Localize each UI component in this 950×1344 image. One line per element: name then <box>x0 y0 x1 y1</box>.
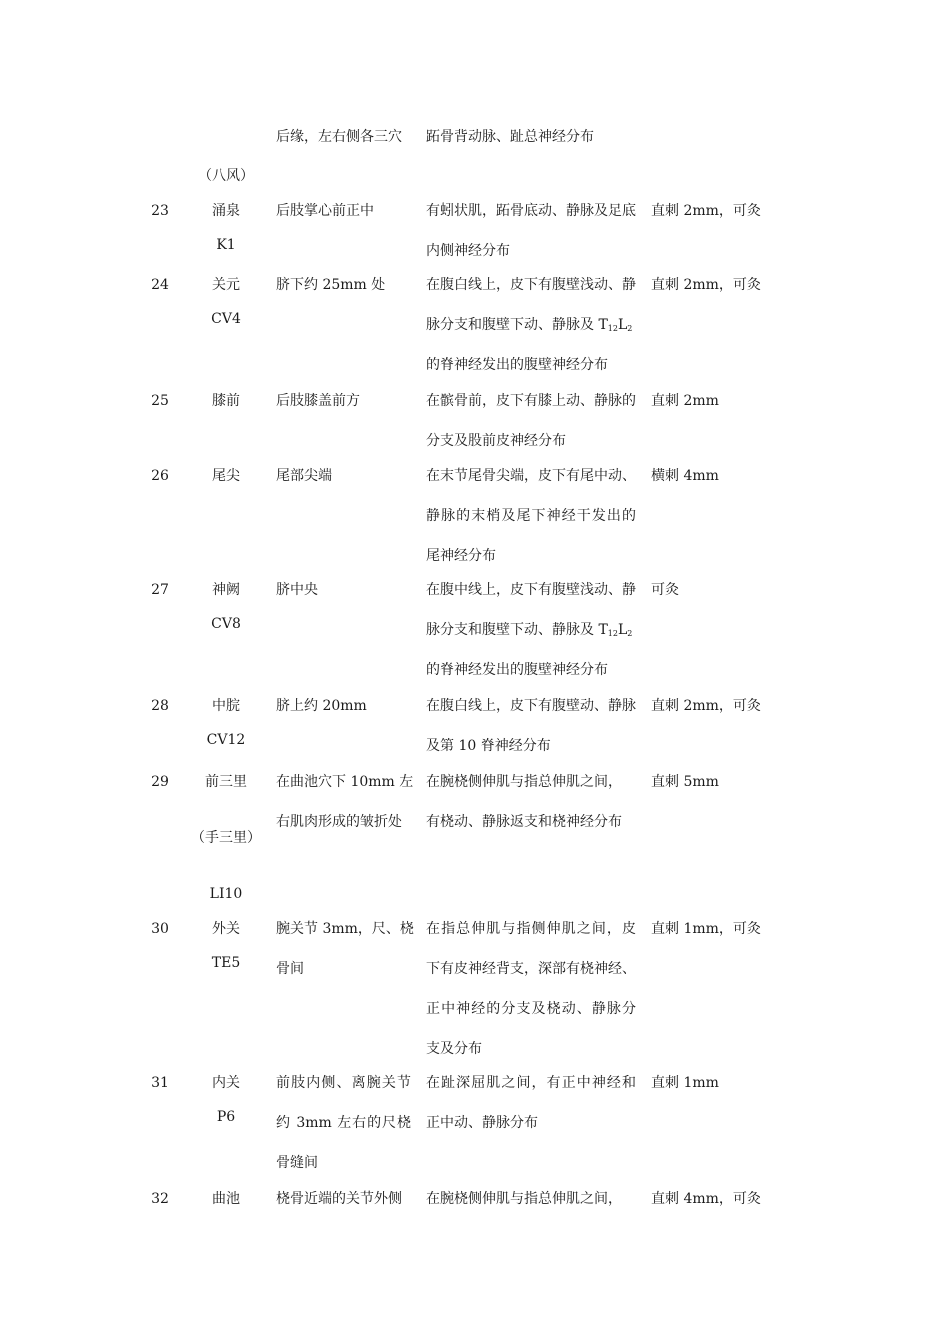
anatomy-text: 有桡动、静脉返支和桡神经分布 <box>426 814 622 830</box>
acupoint-name: 外关 <box>212 921 240 937</box>
row-number: 27 <box>151 582 169 598</box>
location-text: 骨缝间 <box>276 1155 318 1171</box>
anatomy-text: 正中动、静脉分布 <box>426 1115 538 1131</box>
acupoint-name: 关元 <box>212 277 240 293</box>
location-text: 后缘，左右侧各三穴 <box>276 129 402 145</box>
acupoint-name: 尾尖 <box>212 468 240 484</box>
anatomy-text: 在腹白线上，皮下有腹壁浅动、静 <box>426 277 636 293</box>
method-text: 直刺 4mm，可灸 <box>651 1191 761 1207</box>
anatomy-text: 正中神经的分支及桡动、静脉分 <box>426 1001 636 1017</box>
anatomy-text: 的脊神经发出的腹壁神经分布 <box>426 357 608 373</box>
anatomy-text: 静脉的末梢及尾下神经干发出的 <box>426 508 636 524</box>
method-text: 直刺 5mm <box>651 774 719 790</box>
method-text: 直刺 2mm，可灸 <box>651 277 761 293</box>
anatomy-text: 脉分支和腹壁下动、静脉及 $T_{12}L_2$ <box>426 317 633 333</box>
acupoint-code: CV8 <box>211 616 241 632</box>
location-text: 腕关节 3mm，尺、桡 <box>276 921 414 937</box>
acupoint-code: LI10 <box>209 886 243 902</box>
location-text: 后肢掌心前正中 <box>276 203 374 219</box>
anatomy-text: 在趾深屈肌之间，有正中神经和 <box>426 1075 636 1091</box>
anatomy-text: 在腕桡侧伸肌与指总伸肌之间， <box>426 1191 622 1207</box>
acupoint-name: 涌泉 <box>212 203 240 219</box>
anatomy-text: 的脊神经发出的腹壁神经分布 <box>426 662 608 678</box>
location-text: 脐上约 20mm <box>276 698 367 714</box>
row-number: 23 <box>151 203 169 219</box>
row-number: 24 <box>151 277 169 293</box>
acupoint-code: K1 <box>216 237 236 253</box>
anatomy-text: 跖骨背动脉、趾总神经分布 <box>426 129 594 145</box>
anatomy-text: 在髌骨前，皮下有膝上动、静脉的 <box>426 393 636 409</box>
method-text: 直刺 1mm <box>651 1075 719 1091</box>
anatomy-text: 在腹白线上，皮下有腹壁动、静脉 <box>426 698 636 714</box>
acupoint-name: （八风） <box>198 168 254 184</box>
row-number: 28 <box>151 698 169 714</box>
acupoint-name: 膝前 <box>212 393 240 409</box>
acupoint-code: CV4 <box>211 311 241 327</box>
anatomy-text: 内侧神经分布 <box>426 243 510 259</box>
anatomy-text: 在末节尾骨尖端，皮下有尾中动、 <box>426 468 636 484</box>
acupoint-name: 中脘 <box>212 698 240 714</box>
acupoint-name: 内关 <box>212 1075 240 1091</box>
anatomy-text: 脉分支和腹壁下动、静脉及 $T_{12}L_2$ <box>426 622 633 638</box>
location-text: 右肌肉形成的皱折处 <box>276 814 402 830</box>
anatomy-text: 有蚓状肌，跖骨底动、静脉及足底 <box>426 203 636 219</box>
method-text: 横刺 4mm <box>651 468 719 484</box>
anatomy-text: 尾神经分布 <box>426 548 496 564</box>
location-text: 骨间 <box>276 961 304 977</box>
row-number: 29 <box>151 774 169 790</box>
location-text: 尾部尖端 <box>276 468 332 484</box>
acupoint-name: 神阙 <box>212 582 240 598</box>
method-text: 直刺 1mm，可灸 <box>651 921 761 937</box>
acupoint-name: 前三里 <box>205 774 247 790</box>
anatomy-text: 在腹中线上，皮下有腹壁浅动、静 <box>426 582 636 598</box>
location-text: 桡骨近端的关节外侧 <box>276 1191 402 1207</box>
anatomy-text: 在指总伸肌与指侧伸肌之间，皮 <box>426 921 636 937</box>
anatomy-text: 在腕桡侧伸肌与指总伸肌之间， <box>426 774 622 790</box>
anatomy-text: 及第 10 脊神经分布 <box>426 738 551 754</box>
location-text: 在曲池穴下 10mm 左 <box>276 774 414 790</box>
method-text: 直刺 2mm，可灸 <box>651 698 761 714</box>
method-text: 直刺 2mm <box>651 393 719 409</box>
acupoint-code: CV12 <box>206 732 246 748</box>
location-text: 后肢膝盖前方 <box>276 393 360 409</box>
acupoint-name: 曲池 <box>212 1191 240 1207</box>
row-number: 26 <box>151 468 169 484</box>
acupoint-alias: （手三里） <box>191 830 261 846</box>
anatomy-text: 支及分布 <box>426 1041 482 1057</box>
row-number: 25 <box>151 393 169 409</box>
method-text: 可灸 <box>651 582 679 598</box>
row-number: 30 <box>151 921 169 937</box>
anatomy-text: 分支及股前皮神经分布 <box>426 433 566 449</box>
row-number: 31 <box>151 1075 169 1091</box>
location-text: 脐下约 25mm 处 <box>276 277 386 293</box>
row-number: 32 <box>151 1191 169 1207</box>
location-text: 约 3mm 左右的尺桡 <box>276 1115 411 1131</box>
acupoint-code: TE5 <box>211 955 241 971</box>
acupoint-code: P6 <box>216 1109 236 1125</box>
location-text: 前肢内侧、离腕关节 <box>276 1075 411 1091</box>
anatomy-text: 下有皮神经背支，深部有桡神经、 <box>426 961 636 977</box>
location-text: 脐中央 <box>276 582 318 598</box>
method-text: 直刺 2mm，可灸 <box>651 203 761 219</box>
